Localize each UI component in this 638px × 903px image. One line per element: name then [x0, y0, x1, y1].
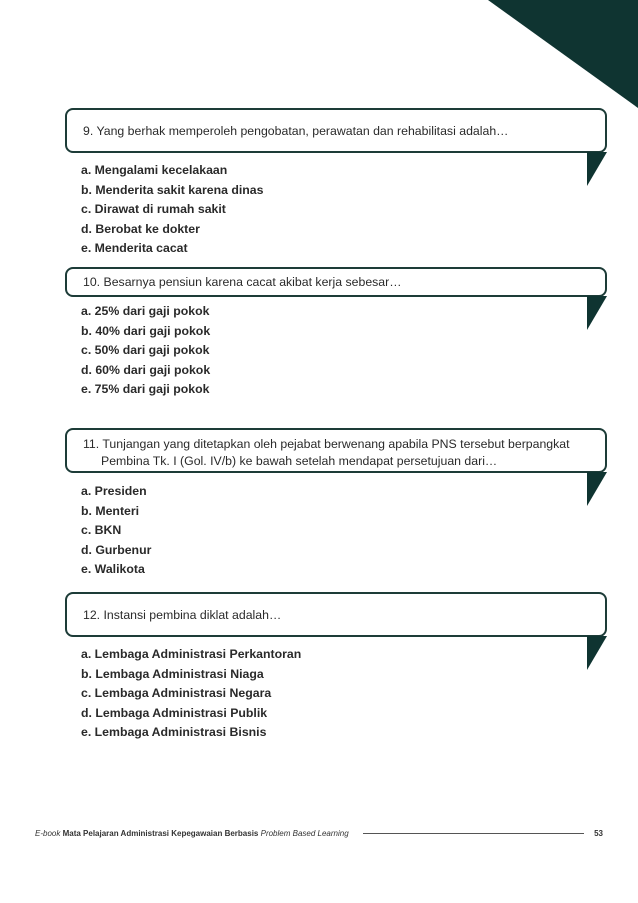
option[interactable]: d. 60% dari gaji pokok [81, 362, 211, 377]
option[interactable]: e. Lembaga Administrasi Bisnis [81, 725, 267, 739]
question-12-options [81, 645, 301, 743]
question-10-tab [587, 296, 607, 330]
option[interactable]: c. 50% dari gaji pokok [81, 343, 210, 357]
question-9-box [65, 108, 607, 153]
question-9-text: 9. Yang berhak memperoleh pengobatan, perawatan dan rehabilitasi adalah… [83, 123, 509, 138]
question-10-text: 10. Besarnya pensiun karena cacat akibat kerja sebesar… [83, 275, 402, 289]
question-11-line2: Pembina Tk. I (Gol. IV/b) ke bawah setelah mendapat persetujuan dari… [101, 454, 498, 468]
option[interactable]: d. Lembaga Administrasi Publik [81, 705, 268, 720]
question-9-options [81, 161, 263, 259]
option[interactable]: b. 40% dari gaji pokok [81, 323, 211, 338]
question-11-line1: 11. Tunjangan yang ditetapkan oleh pejabat berwenang apabila PNS tersebut berpangkat [83, 437, 570, 451]
option[interactable]: c. Lembaga Administrasi Negara [81, 686, 272, 700]
footer-method: Problem Based Learning [260, 828, 349, 838]
footer-ebook: E-book [35, 828, 61, 838]
option[interactable]: b. Menderita sakit karena dinas [81, 182, 264, 197]
option[interactable]: d. Berobat ke dokter [81, 221, 200, 236]
option[interactable]: a. Presiden [81, 484, 147, 498]
option[interactable]: a. Mengalami kecelakaan [81, 163, 228, 177]
footer-subject: Mata Pelajaran Administrasi Kepegawaian Berbasis [62, 828, 259, 838]
option[interactable]: c. BKN [81, 523, 122, 537]
question-11-box [65, 428, 607, 473]
page-footer [35, 827, 603, 839]
option[interactable]: b. Lembaga Administrasi Niaga [81, 666, 264, 681]
question-12-box [65, 592, 607, 637]
corner-decoration [0, 0, 638, 110]
question-12-tab [587, 636, 607, 670]
footer-divider [363, 833, 584, 834]
page-number: 53 [594, 828, 603, 838]
question-10-options [81, 302, 210, 400]
option[interactable]: a. Lembaga Administrasi Perkantoran [81, 647, 302, 661]
option[interactable]: c. Dirawat di rumah sakit [81, 202, 226, 216]
question-10-box [65, 267, 607, 297]
question-11-options [81, 482, 151, 580]
option[interactable]: e. Menderita cacat [81, 241, 188, 255]
option[interactable]: e. 75% dari gaji pokok [81, 382, 210, 396]
option[interactable]: a. 25% dari gaji pokok [81, 304, 210, 318]
option[interactable]: b. Menteri [81, 503, 140, 518]
question-9-tab [587, 152, 607, 186]
question-11-tab [587, 472, 607, 506]
option[interactable]: e. Walikota [81, 562, 145, 576]
option[interactable]: d. Gurbenur [81, 542, 152, 557]
question-12-text: 12. Instansi pembina diklat adalah… [83, 607, 282, 622]
